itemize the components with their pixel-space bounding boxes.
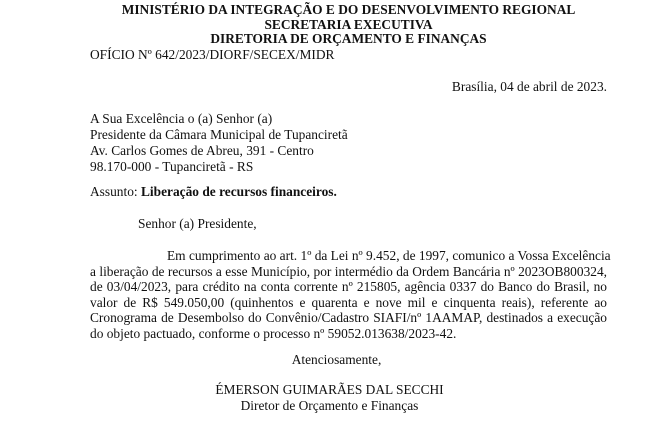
subject-label: Assunto: xyxy=(90,184,138,199)
subject-text: Liberação de recursos financeiros. xyxy=(140,184,337,199)
subject-line xyxy=(90,184,337,200)
document-date: Brasília, 04 de abril de 2023. xyxy=(451,79,607,94)
body-line: valor de R$ 549.050,00 (quinhentos e quarenta e nove mil e cinquenta reais), referente ao xyxy=(90,294,607,310)
body-line: a liberação de recursos a esse Município, por intermédio da Ordem Bancária nº 2023OB800324, xyxy=(90,263,607,279)
salutation: Senhor (a) Presidente, xyxy=(138,216,257,231)
letter-body xyxy=(90,248,611,341)
body-line: do objeto pactuado, conforme o processo nº 59052.013638/2023-42. xyxy=(90,325,457,341)
recipient-postal-code: 98.170-000 - Tupanciretã - RS xyxy=(90,159,254,174)
signature-block xyxy=(0,382,651,413)
signatory-name: ÉMERSON GUIMARÃES DAL SECCHI xyxy=(215,382,444,397)
closing-block xyxy=(0,352,651,368)
closing-text: Atenciosamente, xyxy=(291,352,382,367)
directorate-name: DIRETORIA DE ORÇAMENTO E FINANÇAS xyxy=(210,31,487,46)
recipient-block xyxy=(90,111,348,175)
ministry-name: MINISTÉRIO DA INTEGRAÇÃO E DO DESENVOLVIMENTO REGIONAL xyxy=(121,2,576,17)
body-line: Em cumprimento ao art. 1º da Lei nº 9.452, de 1997, comunico a Vossa Excelência xyxy=(167,248,611,263)
recipient-title: A Sua Excelência o (a) Senhor (a) xyxy=(90,111,273,126)
signatory-role: Diretor de Orçamento e Finanças xyxy=(240,397,419,413)
body-line: de 03/04/2023, para crédito na conta corrente nº 215805, agência 0337 do Banco do Brasil, no xyxy=(90,279,607,294)
document-reference: OFÍCIO Nº 642/2023/DIORF/SECEX/MIDR xyxy=(90,47,335,62)
letterhead xyxy=(0,3,651,47)
body-line: Cronograma de Desembolso do Convênio/Cadastro SIAFI/nº 1AAMAP, destinados a execução xyxy=(90,310,607,325)
recipient-address: Av. Carlos Gomes de Abreu, 391 - Centro xyxy=(90,143,314,158)
recipient-position: Presidente da Câmara Municipal de Tupanciretã xyxy=(90,127,348,142)
secretariat-name: SECRETARIA EXECUTIVA xyxy=(264,16,433,32)
